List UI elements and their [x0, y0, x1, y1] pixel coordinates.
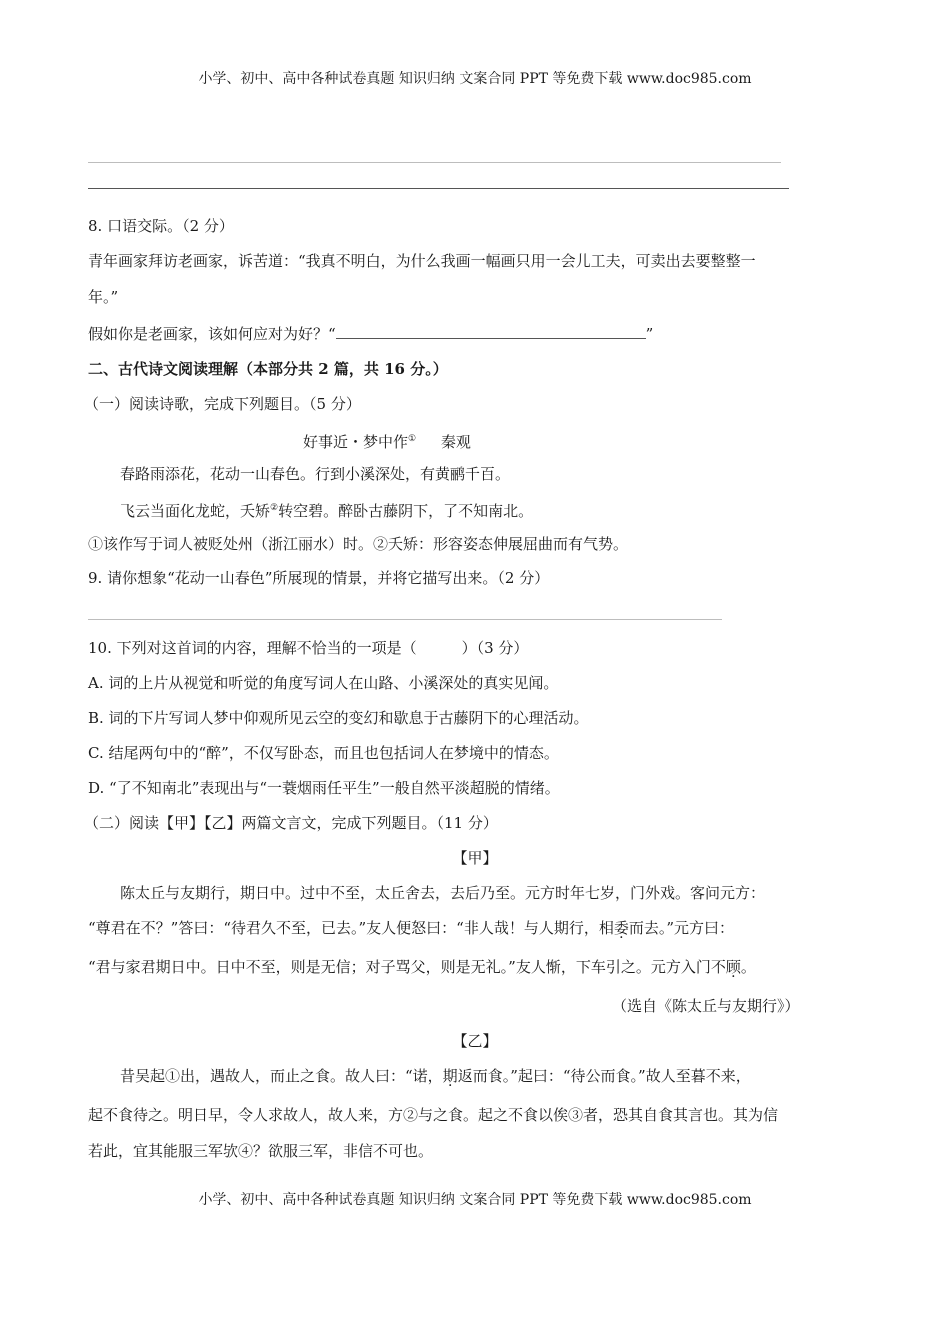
- yi-para-line2: 起不食待之。明日早，令人求故人，故人来，方②与之食。起之不食以俟③者，恐其自食其言也。其为信: [88, 1106, 779, 1124]
- jia-source: （选自《陈太丘与友期行》）: [612, 997, 800, 1015]
- q8-answer-blank[interactable]: [336, 324, 646, 339]
- page-header: 小学、初中、高中各种试卷真题 知识归纳 文案合同 PPT 等免费下载 www.doc985.com: [198, 71, 752, 87]
- q8-prompt-close: ”: [645, 325, 654, 343]
- q9-text: 9. 请你想象“花动一山春色”所展现的情景，并将它描写出来。（2 分）: [88, 569, 550, 587]
- yi-line1-a: 昔吴起①出，遇故人，而止之食。故人曰：“诺，: [120, 1067, 443, 1085]
- yi-line1-b: 返而食。”起曰：“待公而食。”故人至暮不来，: [457, 1067, 751, 1085]
- poem-line-2-b: 转空碧。醉卧古藤阴下，了不知南北。: [278, 502, 534, 520]
- yi-para-line1: [120, 1066, 751, 1086]
- page-footer: 小学、初中、高中各种试卷真题 知识归纳 文案合同 PPT 等免费下载 www.doc985.com: [198, 1192, 752, 1208]
- answer-line-1: [88, 162, 781, 163]
- q9-answer-line: [88, 619, 722, 620]
- jia-line2-b: 而去。”元方曰：: [628, 919, 735, 937]
- q10-option-a: A. 词的上片从视觉和听觉的角度写词人在山路、小溪深处的真实见闻。: [88, 674, 559, 692]
- poem-title: 好事近・梦中作: [303, 433, 409, 451]
- q8-prompt: [88, 324, 653, 344]
- yi-para-line3: 若此，宜其能服三军欤④？欲服三军，非信不可也。: [88, 1142, 434, 1160]
- q10-option-d: D. “了不知南北”表现出与“一蓑烟雨任平生”一般自然平淡超脱的情绪。: [88, 779, 560, 797]
- jia-heading: 【甲】: [452, 849, 498, 867]
- q8-prompt-text: 假如你是老画家，该如何应对为好？“: [88, 325, 336, 343]
- q10-option-c: C. 结尾两句中的“醉”，不仅写卧态，而且也包括词人在梦境中的情态。: [88, 744, 559, 762]
- yi-dotted-word-qi: 期: [442, 1067, 458, 1085]
- jia-para-line1: 陈太丘与友期行，期日中。过中不至，太丘舍去，去后乃至。元方时年七岁，门外戏。客问元方：: [120, 884, 766, 902]
- section2-heading: 二、古代诗文阅读理解（本部分共 2 篇，共 16 分。）: [88, 360, 448, 378]
- poem-line-2: [120, 498, 533, 521]
- q8-title: 8. 口语交际。（2 分）: [88, 217, 234, 235]
- poem-author: 秦观: [440, 433, 471, 451]
- jia-para-line3: [88, 957, 756, 977]
- q8-text-line2: 年。”: [88, 288, 119, 306]
- part2-instruction: （二）阅读【甲】【乙】两篇文言文，完成下列题目。（11 分）: [84, 814, 498, 832]
- jia-line2-a: “尊君在不？”答曰：“待君久不至，已去。”友人便怒曰：“非人哉！与人期行，相: [88, 919, 614, 937]
- answer-line-2: [88, 188, 789, 189]
- jia-dotted-word-gu: 顾: [725, 958, 741, 976]
- poem-line-1: 春路雨添花，花动一山春色。行到小溪深处，有黄鹂千百。: [120, 465, 511, 483]
- yi-heading: 【乙】: [452, 1032, 498, 1050]
- poem-title-line: [303, 429, 471, 452]
- jia-line3-b: 。: [740, 958, 756, 976]
- q10-text: 10. 下列对这首词的内容，理解不恰当的一项是（ ）（3 分）: [88, 639, 529, 657]
- poem-line-2-a: 飞云当面化龙蛇，夭矫: [120, 502, 271, 520]
- jia-dotted-word-wei: 委: [613, 919, 629, 937]
- q10-option-b: B. 词的下片写词人梦中仰观所见云空的变幻和歇息于古藤阴下的心理活动。: [88, 709, 589, 727]
- q8-text-line1: 青年画家拜访老画家，诉苦道：“我真不明白，为什么我画一幅画只用一会儿工夫，可卖出去要整整一: [88, 252, 756, 270]
- part1-instruction: （一）阅读诗歌，完成下列题目。（5 分）: [84, 395, 361, 413]
- poem-notes: ①该作写于词人被贬处州（浙江丽水）时。②夭矫：形容姿态伸展屈曲而有气势。: [88, 535, 629, 553]
- poem-note2-mark: ②: [270, 503, 279, 513]
- poem-note-mark: ①: [408, 434, 417, 444]
- jia-line3-a: “君与家君期日中。日中不至，则是无信；对子骂父，则是无礼。”友人惭，下车引之。元方入门不: [88, 958, 726, 976]
- jia-para-line2: [88, 918, 734, 938]
